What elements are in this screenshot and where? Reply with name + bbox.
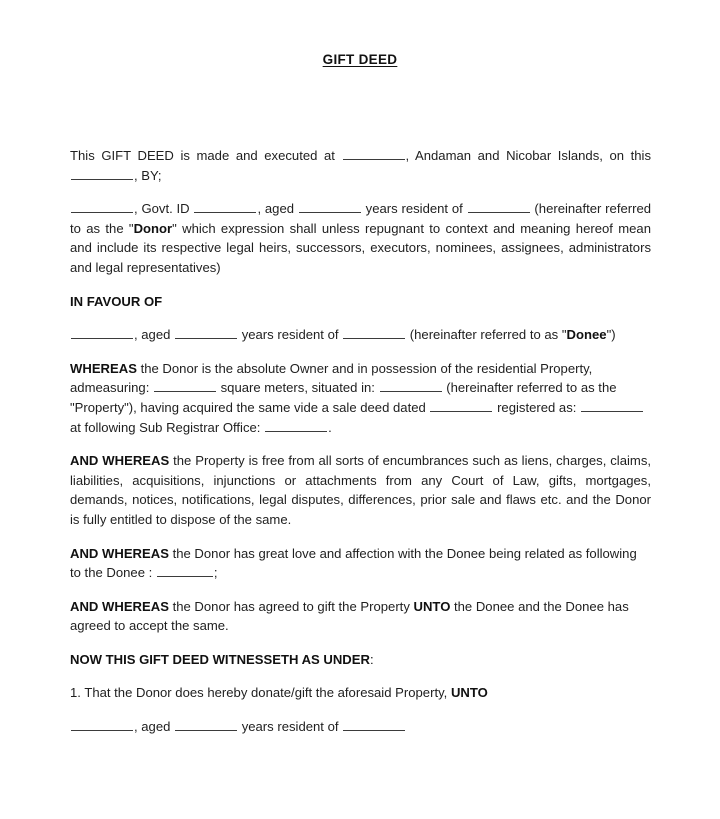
paragraph-whereas-property xyxy=(70,359,651,437)
whereas-agreed-label: AND WHEREAS xyxy=(70,598,169,614)
heading-witnesseth-text: NOW THIS GIFT DEED WITNESSETH AS UNDER xyxy=(70,651,370,667)
whereas-property-part-6: . xyxy=(328,419,332,435)
donee-part-1: , aged xyxy=(134,327,171,343)
blank-donor-residence[interactable] xyxy=(468,201,530,213)
whereas-property-part-3: (hereinafter referred to as the "Property"), having acquired the same vide a sale deed dated xyxy=(70,380,617,415)
execution-place: , Andaman and Nicobar Islands, on this xyxy=(405,148,652,163)
whereas-agreed-part-1: the Donor has agreed to gift the Property xyxy=(172,598,410,614)
paragraph-whereas-encumbrance xyxy=(70,451,651,529)
paragraph-whereas-agreed xyxy=(70,597,651,636)
blank-donor-age[interactable] xyxy=(299,201,361,213)
clause-one-text: 1. That the Donor does hereby donate/gift the aforesaid Property, xyxy=(70,685,448,701)
whereas-property-part-1: the Donor is the absolute Owner and in possession of the residential Property, admeasuring: xyxy=(70,360,593,396)
whereas-affection-part-1: the Donor has great love and affection with the Donee being related as following to the Donee : xyxy=(70,545,637,581)
blank-property-location[interactable] xyxy=(380,381,442,393)
paragraph-clause-one-continued xyxy=(70,717,651,737)
paragraph-clause-one xyxy=(70,683,651,703)
whereas-encumbrance-text: the Property is free from all sorts of encumbrances such as liens, charges, claims, liabilities, acquisitions, injunctions or attachments from any Court of Law, gifts, mortgages, demands, notices, notifications, legal disputes, differences, prior sale and flaws etc. and the Donor is fully entitled to dispose of the same. xyxy=(70,453,651,527)
clause-one-cont-part-2: years resident of xyxy=(241,719,339,735)
whereas-affection-part-2: ; xyxy=(213,565,218,581)
blank-donee-residence[interactable] xyxy=(343,327,405,339)
clause-one-unto: UNTO xyxy=(450,685,488,701)
donee-part-2: years resident of xyxy=(241,327,339,343)
heading-in-favour-of: IN FAVOUR OF xyxy=(70,293,163,309)
donor-part-4: (hereinafter referred to as the xyxy=(70,201,652,236)
blank-execution-date[interactable] xyxy=(71,168,133,180)
paragraph-whereas-affection xyxy=(70,544,651,583)
donor-part-3: years resident of xyxy=(365,201,463,217)
page-title-text: GIFT DEED xyxy=(322,52,398,67)
whereas-agreed-unto: UNTO xyxy=(413,598,451,614)
heading-witnesseth xyxy=(70,650,651,670)
blank-donee-name[interactable] xyxy=(71,327,133,339)
execution-lead: This GIFT DEED is made and executed at xyxy=(70,148,335,163)
donor-term-label: Donor xyxy=(133,220,173,236)
donee-part-4: ) xyxy=(611,327,616,343)
whereas-affection-label: AND WHEREAS xyxy=(70,545,169,561)
blank-execution-place[interactable] xyxy=(343,148,405,160)
whereas-property-label: WHEREAS xyxy=(70,360,137,376)
blank-sale-deed-date[interactable] xyxy=(430,400,492,412)
donor-part-1: , Govt. ID xyxy=(134,201,190,217)
donor-part-5: which expression shall unless repugnant to context and meaning hereof mean and include its respective legal heirs, successors, executors, nominees, assignees, administrators and legal representatives) xyxy=(70,220,651,275)
document-body xyxy=(70,146,651,737)
whereas-property-part-5: at following Sub Registrar Office: xyxy=(70,419,261,435)
paragraph-execution xyxy=(70,146,651,185)
whereas-property-part-2: square meters, situated in: xyxy=(220,380,375,396)
donee-part-3: (hereinafter referred to as xyxy=(409,327,559,343)
clause-one-cont-part-1: , aged xyxy=(134,719,171,735)
blank-donor-govt-id[interactable] xyxy=(194,201,256,213)
paragraph-donor: , Govt. ID , aged years resident of (hereinafter referred to as the "Donor" which expression shall unless repugnant to context and meaning hereof mean and include its respective legal heirs, successors, executors, nominees, assignees, administrators and legal representatives) xyxy=(70,201,652,275)
blank-donee-age[interactable] xyxy=(175,327,237,339)
blank-donor-name[interactable] xyxy=(71,201,133,213)
heading-witnesseth-colon: : xyxy=(369,651,374,667)
whereas-property-part-4: registered as: xyxy=(497,399,577,415)
blank-property-area[interactable] xyxy=(154,381,216,393)
blank-clause-donee-age[interactable] xyxy=(175,719,237,731)
whereas-encumbrance-label: AND WHEREAS xyxy=(70,453,170,469)
blank-registration-number[interactable] xyxy=(581,400,643,412)
execution-tail: , BY; xyxy=(134,167,162,183)
paragraph-donee: , aged years resident of (hereinafter referred to as "Donee") xyxy=(70,325,651,345)
page-title xyxy=(0,52,720,67)
donee-term-label: Donee xyxy=(566,327,607,343)
whereas-agreed-part-2: the Donee and the Donee has agreed to accept the same. xyxy=(70,598,629,634)
blank-clause-donee-name[interactable] xyxy=(71,719,133,731)
blank-relation[interactable] xyxy=(157,565,213,577)
blank-sub-registrar-office[interactable] xyxy=(265,420,327,432)
blank-clause-donee-residence[interactable] xyxy=(343,719,405,731)
donor-part-2: , aged xyxy=(257,201,295,217)
